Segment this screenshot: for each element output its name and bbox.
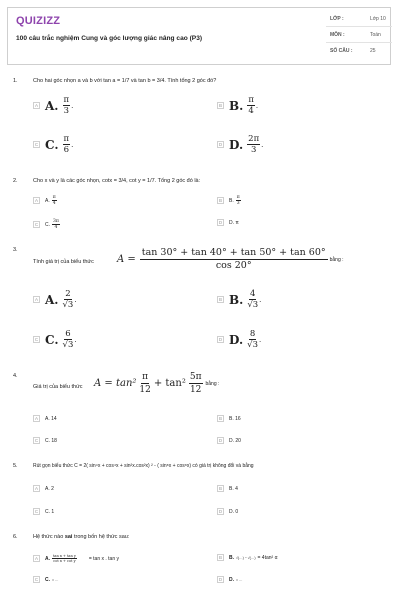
option-d[interactable]: D D. 0	[218, 508, 239, 515]
option-d[interactable]: D D. 20	[218, 437, 241, 444]
option-letter-box: C	[34, 438, 39, 443]
option-letter-box: D	[218, 220, 223, 225]
expression-a: A = $\frac{\tan 30^\circ + \tan 40^\circ + \tan 50^\circ + \tan 60^\circ}{\cos 20^\circ}$ bằng :	[117, 247, 344, 271]
option-letter-box: D	[218, 438, 223, 443]
fraction: $\frac{\pi}{12}$	[139, 372, 151, 395]
fraction: $\frac{2}{√3}$	[62, 289, 74, 310]
worksheet-title: 100 câu trắc nghiệm Cung và góc lượng giác nâng cao (P3)	[16, 35, 203, 42]
question-number: 5.	[13, 463, 18, 469]
option-letter-box: A	[34, 416, 38, 421]
option-a[interactable]: A A. $\frac{\pi}{3}$ .	[34, 95, 74, 116]
option-letter-box: B	[218, 103, 222, 108]
option-letter-box: B	[218, 555, 222, 560]
fraction: $\frac{\pi}{4}$	[248, 95, 254, 116]
meta-grade: LỚP : Lớp 10	[330, 16, 386, 22]
question-text: Rút gọn biểu thức C = 2( sin⁴x + cos⁴x + sin²x.cos²x) ² - ( sin⁸x + cos⁸x) có giá trị không đổi và bằng	[33, 463, 254, 469]
fraction: $\frac{6}{√3}$	[62, 329, 74, 350]
fraction: $\frac{\pi}{6}$	[63, 134, 70, 155]
option-letter-box: B	[218, 297, 222, 302]
option-letter-box: D	[218, 577, 223, 582]
option-letter-box: A	[34, 486, 38, 491]
fraction: $\frac{8}{√3}$	[247, 329, 258, 350]
option-b[interactable]: B B. √(…) − √(…) = 4tan² α	[218, 554, 278, 561]
option-c[interactable]: C C. $\frac{6}{√3}$ .	[34, 329, 77, 350]
option-b[interactable]: B B. $\frac{\pi}{4}$ .	[218, 95, 259, 116]
option-a[interactable]: A A. $\frac{\pi}{4}$	[34, 195, 56, 206]
meta-subject: MÔN : Toán	[330, 32, 381, 38]
fraction: $\frac{\pi}{3}$	[63, 95, 70, 116]
option-letter-box: C	[34, 142, 39, 147]
option-letter-box: B	[218, 198, 222, 203]
worksheet-header	[7, 7, 391, 65]
question-text: Cho hai góc nhọn a và b với tan a = 1/7 và tan b = 3/4. Tính tổng 2 góc đó?	[33, 78, 217, 84]
question-number: 4.	[13, 373, 18, 379]
fraction: $\frac{5\pi}{12}$	[189, 372, 202, 395]
option-c[interactable]: C C. 18	[34, 437, 57, 444]
option-a[interactable]: A A. $\frac{2}{√3}$ .	[34, 289, 77, 310]
option-letter-box: D	[218, 142, 223, 147]
option-a[interactable]: A A. $\frac{\text{tan x + tan y}}{\text{cot x + cot y}}$ = tan x . tan y	[34, 554, 119, 563]
option-letter-box: B	[218, 486, 222, 491]
option-a[interactable]: A A. 14	[34, 415, 57, 422]
fraction: $\frac{3\pi}{4}$	[53, 219, 59, 230]
fraction: $\frac{4}{√3}$	[247, 289, 259, 310]
option-letter-box: C	[34, 337, 39, 342]
option-b[interactable]: B B. $\frac{\pi}{3}$	[218, 195, 240, 206]
question-text: Hệ thức nào sai trong bốn hệ thức sau:	[33, 534, 130, 540]
question-number: 2.	[13, 178, 18, 184]
meta-count: SỐ CÂU : 25	[330, 48, 376, 54]
quizizz-logo: QUIZIZZ	[16, 15, 61, 27]
option-letter-box: B	[218, 416, 222, 421]
fraction: $\frac{2\pi}{3}$	[248, 134, 260, 155]
question-text: Giá trị của biểu thức	[33, 384, 83, 390]
fraction: $\frac{\pi}{4}$	[52, 195, 56, 206]
option-letter-box: D	[218, 509, 223, 514]
fraction: $\frac{\pi}{3}$	[236, 195, 240, 206]
option-b[interactable]: B B. $\frac{4}{√3}$ .	[218, 289, 262, 310]
option-letter-box: A	[34, 198, 38, 203]
question-text: Tính giá trị của biểu thức	[33, 259, 94, 265]
option-letter-box: C	[34, 509, 39, 514]
question-number: 1.	[13, 78, 18, 84]
option-letter-box: A	[34, 297, 38, 302]
option-letter-box: C	[34, 222, 39, 227]
option-d[interactable]: D D. $\frac{2\pi}{3}$ .	[218, 134, 264, 155]
question-number: 3.	[13, 247, 18, 253]
option-letter-box: A	[34, 556, 38, 561]
option-d[interactable]: D D. π	[218, 219, 239, 226]
option-c[interactable]: C C. = …	[34, 576, 59, 583]
option-letter-box: D	[218, 337, 223, 342]
option-letter-box: C	[34, 577, 39, 582]
option-c[interactable]: C C. 1	[34, 508, 55, 515]
fraction: $\frac{\tan 30^\circ + \tan 40^\circ + \tan 50^\circ + \tan 60^\circ}{\cos 20^\circ}$	[141, 247, 326, 271]
option-a[interactable]: A A. 2	[34, 485, 54, 492]
option-letter-box: A	[34, 103, 38, 108]
option-b[interactable]: B B. 16	[218, 415, 241, 422]
question-number: 6.	[13, 534, 18, 540]
option-b[interactable]: B B. 4	[218, 485, 238, 492]
option-d[interactable]: D D. $\frac{8}{√3}$ .	[218, 329, 262, 350]
option-c[interactable]: C C. $\frac{3\pi}{4}$	[34, 219, 59, 230]
option-d[interactable]: D D. = …	[218, 576, 243, 583]
option-c[interactable]: C C. $\frac{\pi}{6}$ .	[34, 134, 74, 155]
question-text: Cho x và y là các góc nhọn, cotx = 3/4, cot y = 1/7. Tổng 2 góc đó là:	[33, 178, 201, 184]
expression-a: A = tan² $\frac{\pi}{12}$ + tan² $\frac{5\pi}{12}$ bằng :	[94, 372, 220, 395]
